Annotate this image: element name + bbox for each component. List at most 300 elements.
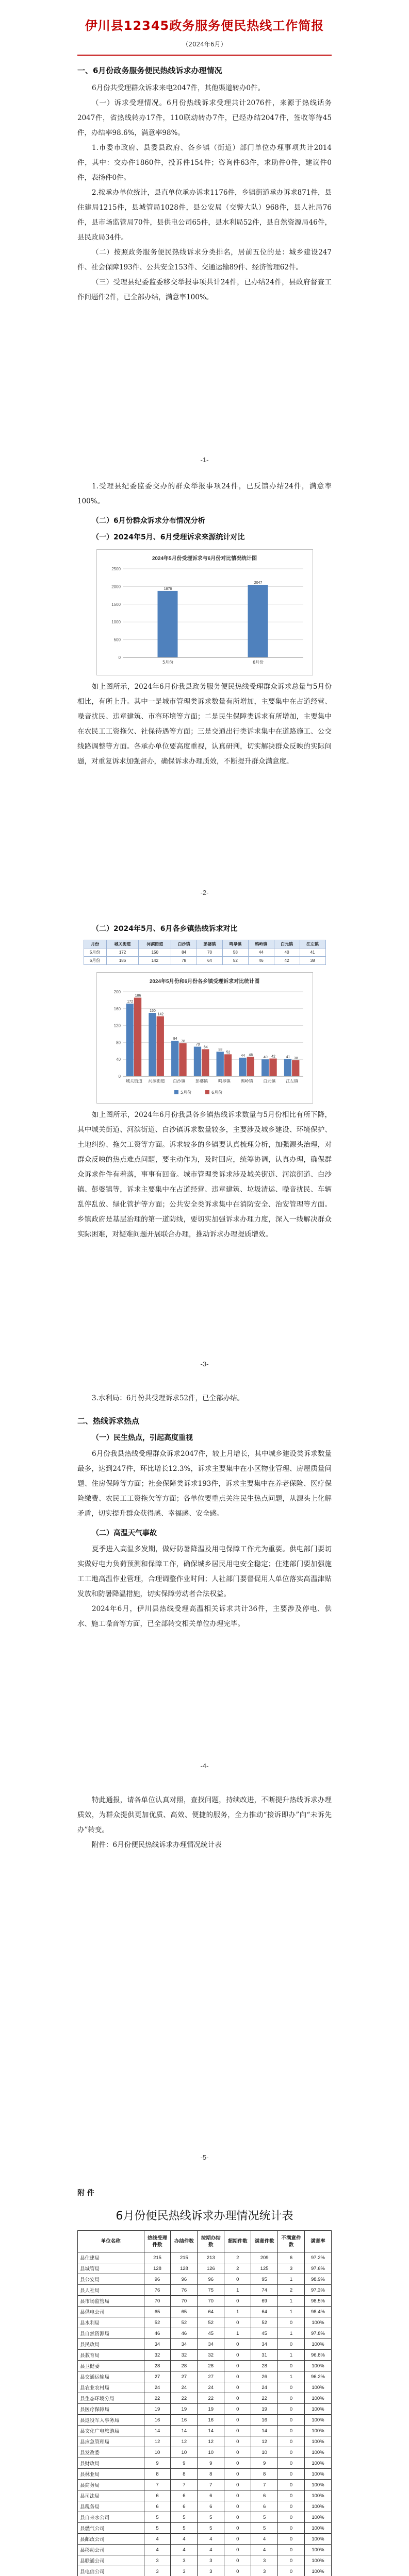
table-cell: 0 (278, 2469, 305, 2480)
page-number: -5- (200, 2154, 209, 2161)
table-cell: 213 (198, 2252, 224, 2263)
bar (193, 1047, 201, 1076)
table-cell: 14 (144, 2426, 171, 2436)
table-cell: 78 (171, 957, 197, 965)
table-row (78, 2285, 332, 2296)
column-header: 鸦岭镇 (248, 940, 274, 948)
table-cell: 县司法局 (78, 2490, 144, 2501)
paragraph: 1.市委市政府、县委县政府、各乡镇（街道）部门单位办理事项共计2014件，其中：交办件1860件，投诉件154件；咨询件63件，求助件0件，建议件0件，表扬件0件。 (77, 144, 332, 182)
table-cell: 县供电公司 (78, 2307, 144, 2317)
table-cell: 70 (171, 2296, 198, 2307)
table-cell: 52 (222, 957, 248, 965)
table-cell: 70 (144, 2296, 171, 2307)
data-label: 64 (203, 1045, 208, 1049)
table-cell: 95 (251, 2274, 278, 2285)
table-cell: 100% (304, 2393, 331, 2404)
table-row (78, 2339, 332, 2350)
table-cell: 172 (106, 948, 139, 957)
table-cell: 96 (198, 2274, 224, 2285)
table-cell: 100% (304, 2490, 331, 2501)
table-cell: 5 (198, 2523, 224, 2534)
table-row (78, 2480, 332, 2490)
paragraph: （三）受理县纪委监委移交举报事项共计24件，已办结24件，县政府督查工作问题件2件，已全部办结，满意率100%。 (77, 278, 332, 301)
table-cell: 97.6% (304, 2263, 331, 2274)
page-5 (0, 1793, 409, 1853)
table-cell: 126 (198, 2263, 224, 2274)
table-cell: 24 (171, 2382, 198, 2393)
table-cell: 0 (224, 2469, 251, 2480)
paragraph: 如上图所示，2024年6月份我县各乡镇热线诉求数量与5月份相比有所下降，其中城关街道、河滨街道、白沙镇诉求数量较多，主要涉及城乡建设、环境保护、土地纠纷、拖欠工资等方面。诉求较多的乡镇要认真梳理分析，加强源头治理，对群众反映的热点难点问题，要主动作为，及时回应，统筹协调，认真办理，确保群众诉求件件有着落，事事有回音。城市管理类诉求涉及城关街道、河滨街道、白沙镇、彭婆镇等，诉求主要集中在占道经营、违章建筑、垃圾清运、噪音扰民、车辆乱停乱放、绿化管护等方面；公共安全类诉求集中在消防安全、治安管理等方面。乡镇政府是基层治理的第一道防线，要切实加强诉求办理力度，深入一线解决群众实际困难，对疑难问题开展联合办理，推动诉求办理提质增效。 (77, 1111, 332, 1239)
table-cell: 4 (198, 2534, 224, 2545)
table-cell: 100% (304, 2426, 331, 2436)
paragraph: 6月份共受理群众诉求来电2047件，其他渠道转办0件。 (92, 84, 265, 92)
data-label: 172 (126, 999, 133, 1004)
x-tick-label: 彭婆镇 (195, 1079, 208, 1083)
column-header: 河滨街道 (139, 940, 171, 948)
table-cell: 2 (224, 2252, 251, 2263)
column-header: 单位名称 (78, 2231, 144, 2252)
table-cell: 24 (144, 2382, 171, 2393)
y-tick-label: 160 (113, 1006, 121, 1011)
data-label: 78 (181, 1040, 185, 1044)
data-label: 40 (263, 1056, 268, 1060)
table-cell: 5 (171, 2512, 198, 2523)
column-header: 不满意件数 (278, 2231, 305, 2252)
table-cell: 0 (224, 2512, 251, 2523)
table-cell: 县卫健委 (78, 2361, 144, 2371)
table-cell: 4 (251, 2534, 278, 2545)
document-title: 伊川县12345政务服务便民热线工作简报 (85, 19, 324, 33)
table-cell: 县应急管理局 (78, 2436, 144, 2447)
table-cell: 19 (144, 2404, 171, 2415)
bar (224, 1054, 231, 1076)
table-cell: 12 (251, 2436, 278, 2447)
table-cell: 0 (224, 2480, 251, 2490)
table-cell: 19 (251, 2404, 278, 2415)
legend-label: 5月份 (180, 1090, 191, 1095)
table-cell: 3 (198, 2555, 224, 2566)
table-row (78, 2545, 332, 2555)
data-label: 1876 (163, 587, 172, 591)
table-cell: 34 (144, 2339, 171, 2350)
table-cell: 0 (224, 2501, 251, 2512)
table-cell: 52 (251, 2317, 278, 2328)
column-header: 热线受理件数 (144, 2231, 171, 2252)
page-number: -4- (200, 1762, 209, 1770)
table-cell: 98.5% (304, 2296, 331, 2307)
table-cell: 100% (304, 2566, 331, 2576)
table-cell: 3 (251, 2555, 278, 2566)
table-cell: 0 (224, 2426, 251, 2436)
table-row (78, 2447, 332, 2458)
table-cell: 1 (278, 2328, 305, 2339)
table-cell: 5 (251, 2512, 278, 2523)
annex-title: 6月份便民热线诉求办理情况统计表 (116, 2210, 293, 2223)
table-row (78, 2501, 332, 2512)
table-cell: 县燃气公司 (78, 2523, 144, 2534)
table-row (78, 2382, 332, 2393)
table-cell: 52 (171, 2317, 198, 2328)
bar (157, 591, 177, 657)
table-row (78, 2436, 332, 2447)
paragraph: 6月份我县热线受理群众诉求2047件，较上月增长，其中城乡建设类诉求数量最多，达到247件，环比增长12.3%，诉求主要集中在小区物业管理、房屋质量问题、住房保障等方面；社会保障类诉求193件，诉求主要集中在养老保险、医疗保险缴费、农民工工资拖欠等方面；各单位要重点关注民生热点问题，从源头上化解矛盾，切实提升群众获得感、幸福感、安全感。 (77, 1450, 332, 1518)
page-2 (0, 479, 409, 769)
table-cell: 34 (198, 2339, 224, 2350)
table-cell: 46 (171, 2328, 198, 2339)
table-cell: 8 (198, 2469, 224, 2480)
table-cell: 16 (144, 2415, 171, 2426)
table-cell: 县教育局 (78, 2350, 144, 2361)
table-cell: 县水利局 (78, 2317, 144, 2328)
table-cell: 1 (224, 2328, 251, 2339)
table-cell: 0 (224, 2361, 251, 2371)
table-cell: 0 (278, 2480, 305, 2490)
table-cell: 65 (171, 2307, 198, 2317)
table-cell: 16 (198, 2415, 224, 2426)
table-cell: 县市场监管局 (78, 2296, 144, 2307)
table-cell: 42 (274, 957, 300, 965)
legend-swatch (174, 1090, 178, 1094)
bar (126, 1004, 133, 1076)
table-cell: 县电信公司 (78, 2566, 144, 2576)
table-row (78, 2415, 332, 2426)
table-row (78, 2555, 332, 2566)
table-cell: 14 (251, 2426, 278, 2436)
table-row (78, 2393, 332, 2404)
table-cell: 100% (304, 2415, 331, 2426)
table-cell: 0 (278, 2361, 305, 2371)
table-cell: 6 (144, 2501, 171, 2512)
legend-swatch (205, 1090, 209, 1094)
column-header: 江左镇 (300, 940, 325, 948)
table-cell: 100% (304, 2436, 331, 2447)
table-row (78, 2307, 332, 2317)
y-tick-label: 2500 (111, 567, 121, 571)
table-cell: 10 (144, 2447, 171, 2458)
bar (261, 1059, 269, 1076)
table-cell: 100% (304, 2447, 331, 2458)
table-cell: 0 (224, 2393, 251, 2404)
data-label: 2047 (254, 581, 262, 585)
table-cell: 0 (224, 2415, 251, 2426)
bar (247, 1057, 254, 1076)
table-cell: 19 (171, 2404, 198, 2415)
table-cell: 69 (251, 2296, 278, 2307)
table-cell: 县住建局 (78, 2252, 144, 2263)
table-cell: 0 (224, 2296, 251, 2307)
subheading: （二）6月份群众诉求分布情况分析 (92, 517, 205, 525)
bar-chart-2 (102, 987, 308, 1100)
section-1-heading: 一、6月份政务服务便民热线诉求办理情况 (77, 66, 222, 75)
table-cell: 县民政局 (78, 2339, 144, 2350)
table-cell: 1 (224, 2285, 251, 2296)
table-cell: 22 (198, 2393, 224, 2404)
paragraph: 2024年6月，伊川县热线受理高温相关诉求共计36件，主要涉及停电、供水、施工噪音等方面，已全部转交相关单位办理完毕。 (77, 1605, 332, 1628)
table-cell: 52 (198, 2317, 224, 2328)
table-cell: 5 (251, 2523, 278, 2534)
annex-label: 附 件 (77, 2189, 94, 2197)
table-cell: 0 (224, 2436, 251, 2447)
table-cell: 3 (198, 2566, 224, 2576)
table-cell: 27 (171, 2371, 198, 2382)
table-cell: 65 (144, 2307, 171, 2317)
table-cell: 76 (144, 2285, 171, 2296)
table-cell: 0 (278, 2436, 305, 2447)
table-cell: 9 (144, 2458, 171, 2469)
table-row (78, 2469, 332, 2480)
paragraph: （二）按照政务服务便民热线诉求分类排名，居前五位的是：城乡建设247件、社会保障193件、公共安全153件、交通运输89件、经济管理62件。 (77, 248, 332, 272)
y-tick-label: 0 (118, 1074, 121, 1079)
y-tick-label: 0 (118, 655, 121, 660)
data-label: 58 (218, 1048, 222, 1052)
column-header: 满意率 (304, 2231, 331, 2252)
chart-title: 2024年5月份受理诉求与6月份对比情况统计图 (152, 556, 257, 562)
table-cell: 96 (171, 2274, 198, 2285)
table-cell: 0 (278, 2382, 305, 2393)
table-cell: 1 (278, 2307, 305, 2317)
table-cell: 70 (197, 948, 223, 957)
table-cell: 县邮政公司 (78, 2534, 144, 2545)
table-cell: 县文化广电旅游局 (78, 2426, 144, 2436)
table-cell: 125 (251, 2263, 278, 2274)
table-cell: 2 (278, 2285, 305, 2296)
table-cell: 46 (144, 2328, 171, 2339)
table-cell: 14 (198, 2426, 224, 2436)
table-cell: 3 (144, 2555, 171, 2566)
table-cell: 100% (304, 2534, 331, 2545)
table-cell: 98.9% (304, 2274, 331, 2285)
table-cell: 9 (198, 2458, 224, 2469)
column-header: 白元镇 (274, 940, 300, 948)
table-cell: 县退役军人事务局 (78, 2415, 144, 2426)
data-label: 42 (271, 1055, 275, 1059)
table-cell: 县联通公司 (78, 2555, 144, 2566)
table-cell: 县财政局 (78, 2458, 144, 2469)
table-cell: 150 (139, 948, 171, 957)
bar (239, 1058, 246, 1076)
table-cell: 0 (224, 2339, 251, 2350)
table-cell: 0 (278, 2512, 305, 2523)
table-row (84, 948, 325, 957)
table-cell: 32 (171, 2350, 198, 2361)
township-comparison-table (84, 940, 326, 965)
paragraph: 3.水利局：6月份共受理诉求52件，已全部办结。 (92, 1394, 244, 1402)
table-cell: 8 (171, 2469, 198, 2480)
table-cell: 1 (224, 2307, 251, 2317)
table-cell: 142 (139, 957, 171, 965)
subheading: （二）高温天气事故 (92, 1529, 157, 1537)
paragraph: 如上图所示，2024年6月份我县政务服务便民热线受理群众诉求总量与5月份相比，有所上升。其中一是城市管理类诉求数量有所增加，主要集中在占道经营、噪音扰民、违章建筑、市容环境等方面；二是民生保障类诉求有所增加，主要集中在农民工工资拖欠、社保待遇等方面；三是交通出行类诉求集中在道路施工、公交线路调整等方面。各承办单位要高度重视，认真研判，切实解决群众反映的实际问题，对重复诉求加强督办，确保诉求办理质效，不断提升群众满意度。 (77, 683, 332, 766)
column-header: 超期件数 (224, 2231, 251, 2252)
table-cell: 0 (224, 2274, 251, 2285)
y-tick-label: 120 (113, 1023, 121, 1028)
y-tick-label: 200 (113, 990, 121, 994)
table-cell: 0 (278, 2317, 305, 2328)
table-cell: 0 (278, 2458, 305, 2469)
table-cell: 100% (304, 2361, 331, 2371)
stat-table-a (77, 2230, 332, 2576)
table-cell: 46 (248, 957, 274, 965)
bar (156, 1016, 163, 1076)
table-cell: 97.3% (304, 2285, 331, 2296)
table-cell: 县人社局 (78, 2285, 144, 2296)
table-cell: 5 (171, 2523, 198, 2534)
table-cell: 县商务局 (78, 2480, 144, 2490)
data-label: 38 (293, 1056, 298, 1060)
x-tick-label: 5月份 (162, 660, 173, 665)
table-cell: 6 (171, 2490, 198, 2501)
table-cell: 22 (251, 2393, 278, 2404)
data-label: 150 (149, 1009, 156, 1013)
table-row (78, 2534, 332, 2545)
issue-date: （2024年6月） (182, 41, 227, 48)
table-cell: 0 (278, 2447, 305, 2458)
table-cell: 22 (144, 2393, 171, 2404)
page-3 (0, 917, 409, 1242)
table-cell: 26 (251, 2371, 278, 2382)
table-cell: 0 (224, 2404, 251, 2415)
table-cell: 38 (300, 957, 325, 965)
table-cell: 0 (224, 2555, 251, 2566)
table-cell: 45 (198, 2328, 224, 2339)
y-tick-label: 80 (116, 1040, 121, 1045)
bar (292, 1060, 299, 1076)
table-cell: 24 (198, 2382, 224, 2393)
data-label: 70 (195, 1043, 200, 1047)
table-cell: 0 (278, 2490, 305, 2501)
chart-title: 2024年5月份和6月份各乡镇受理诉求对比统计图 (149, 979, 260, 985)
table-cell: 0 (278, 2415, 305, 2426)
table-cell: 34 (171, 2339, 198, 2350)
table-cell: 6 (198, 2490, 224, 2501)
table-cell: 4 (144, 2534, 171, 2545)
subheading: （一）民生热点，引起高度重视 (92, 1434, 193, 1442)
table-cell: 28 (144, 2361, 171, 2371)
table-cell: 22 (171, 2393, 198, 2404)
table-cell: 5 (144, 2512, 171, 2523)
data-label: 52 (226, 1050, 230, 1055)
table-row (78, 2263, 332, 2274)
table-cell: 县医疗保障局 (78, 2404, 144, 2415)
table-cell: 县农业农村局 (78, 2382, 144, 2393)
table-row (78, 2523, 332, 2534)
table-cell: 34 (251, 2339, 278, 2350)
table-row (78, 2458, 332, 2469)
table-row (78, 2317, 332, 2328)
table-cell: 31 (251, 2350, 278, 2361)
table-cell: 0 (224, 2447, 251, 2458)
table-cell: 97.8% (304, 2328, 331, 2339)
table-cell: 28 (171, 2361, 198, 2371)
x-tick-label: 白沙镇 (172, 1079, 185, 1083)
table-cell: 5 (144, 2523, 171, 2534)
table-cell: 4 (171, 2534, 198, 2545)
column-header: 满意件数 (251, 2231, 278, 2252)
table-cell: 97.2% (304, 2252, 331, 2263)
table-cell: 县自来水公司 (78, 2512, 144, 2523)
table-cell: 209 (251, 2252, 278, 2263)
table-cell: 1 (278, 2274, 305, 2285)
data-label: 84 (173, 1037, 177, 1041)
table-cell: 9 (251, 2458, 278, 2469)
table-cell: 9 (171, 2458, 198, 2469)
section-2-heading: 二、热线诉求热点 (77, 1416, 140, 1426)
column-header: 彭婆镇 (197, 940, 223, 948)
table-cell: 县税务局 (78, 2501, 144, 2512)
y-tick-label: 1500 (111, 602, 121, 607)
table-cell: 96.8% (304, 2350, 331, 2361)
x-tick-label: 6月份 (252, 660, 264, 665)
table-row (78, 2566, 332, 2576)
table-cell: 14 (171, 2426, 198, 2436)
table-cell: 215 (171, 2252, 198, 2263)
table-cell: 县生态环境分局 (78, 2393, 144, 2404)
table-cell: 64 (197, 957, 223, 965)
table-cell: 100% (304, 2512, 331, 2523)
table-cell: 3 (251, 2566, 278, 2576)
table-cell: 32 (198, 2350, 224, 2361)
legend-label: 6月份 (211, 1090, 222, 1095)
table-cell: 5月份 (84, 948, 106, 957)
table-cell: 7 (198, 2480, 224, 2490)
table-cell: 100% (304, 2555, 331, 2566)
table-cell: 4 (144, 2545, 171, 2555)
page-6 (0, 2184, 409, 2576)
table-cell: 4 (171, 2545, 198, 2555)
table-cell: 6 (171, 2501, 198, 2512)
table-row (78, 2512, 332, 2523)
table-cell: 84 (171, 948, 197, 957)
table-cell: 0 (278, 2523, 305, 2534)
table-cell: 0 (278, 2393, 305, 2404)
table-cell: 0 (278, 2339, 305, 2350)
table-cell: 70 (198, 2296, 224, 2307)
table-cell: 7 (251, 2480, 278, 2490)
table-cell: 32 (144, 2350, 171, 2361)
table-cell: 6 (144, 2490, 171, 2501)
x-tick-label: 鸣皋镇 (218, 1079, 231, 1083)
table-row (78, 2371, 332, 2382)
subheading: （一）2024年5月、6月受理诉求来源统计对比 (92, 533, 245, 541)
table-cell: 74 (251, 2285, 278, 2296)
paragraph: 2.按承办单位统计，县直单位承办诉求1176件，乡镇街道承办诉求871件，县住建局1215件，县城管局1028件，县公安局（交警大队）968件，县人社局76件，县市场监管局70件，县供电公司65件，县水利局52件，县自然资源局46件，县民政局34件。 (77, 189, 332, 242)
table-cell: 0 (278, 2404, 305, 2415)
table-cell: 6 (251, 2490, 278, 2501)
table-cell: 县自然资源局 (78, 2328, 144, 2339)
table-cell: 10 (198, 2447, 224, 2458)
column-header: 城关街道 (106, 940, 139, 948)
x-tick-label: 城关街道 (125, 1079, 142, 1083)
data-label: 186 (135, 994, 141, 998)
table-cell: 24 (251, 2382, 278, 2393)
paragraph: 附件：6月份便民热线诉求办理情况统计表 (92, 1841, 222, 1849)
table-cell: 0 (278, 2566, 305, 2576)
table-cell: 0 (224, 2317, 251, 2328)
table-cell: 128 (144, 2263, 171, 2274)
paragraph: 特此通报，请各单位认真对照，查找问题，持续改进，不断提升热线诉求办理质效，为群众提供更加优质、高效、便捷的服务，全力推动“接诉即办”向“未诉先办”转变。 (77, 1796, 332, 1834)
table-cell: 0 (224, 2523, 251, 2534)
table-cell: 12 (198, 2436, 224, 2447)
table-cell: 16 (251, 2415, 278, 2426)
table-cell: 0 (278, 2555, 305, 2566)
table-cell: 27 (198, 2371, 224, 2382)
y-tick-label: 500 (113, 637, 121, 642)
table-cell: 98.4% (304, 2307, 331, 2317)
table-cell: 0 (224, 2382, 251, 2393)
table-cell: 100% (304, 2339, 331, 2350)
page-number: -3- (200, 1360, 209, 1368)
table-cell: 40 (274, 948, 300, 957)
